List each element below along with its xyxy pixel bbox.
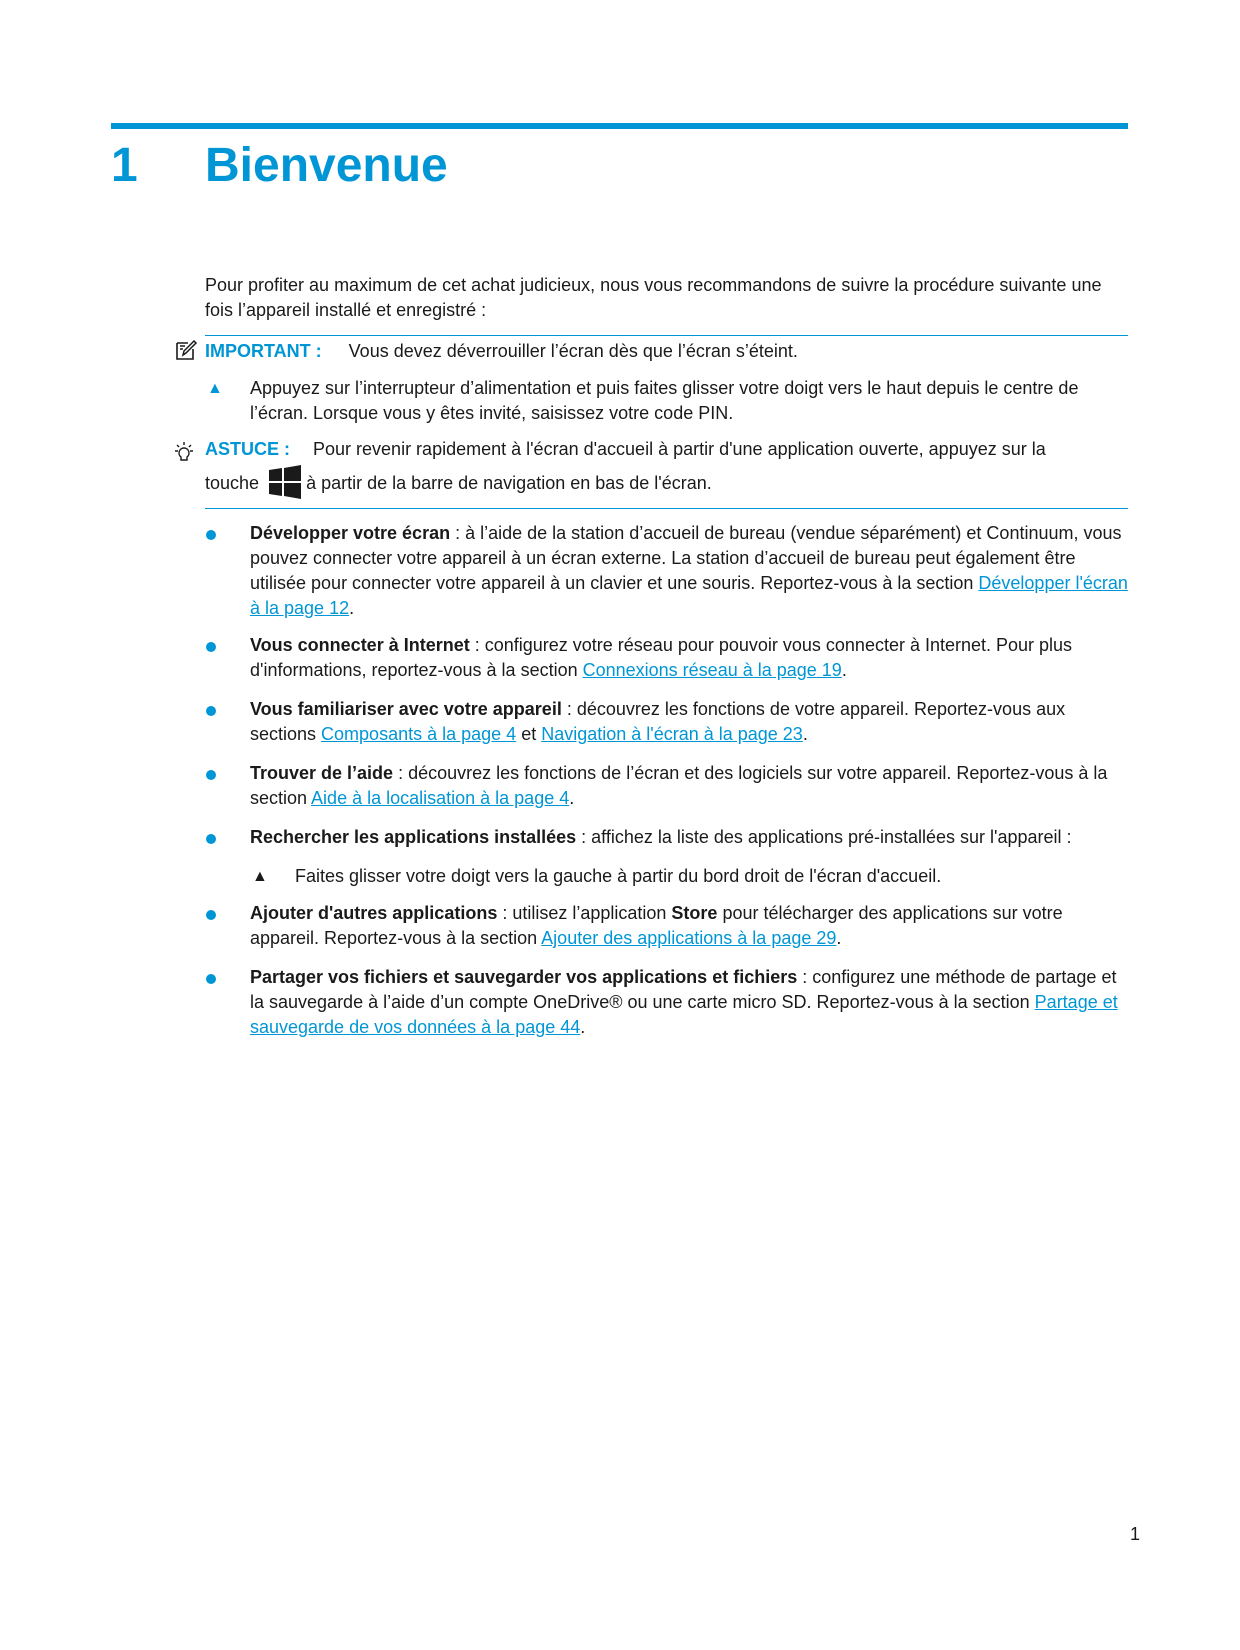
item-title: Partager vos fichiers et sauvegarder vos applications et fichiers [250, 967, 798, 987]
item-text: : configurez une méthode de partage et la sauvegarde à l’aide d’un compte OneDrive® ou une carte micro SD. Reportez-vous à la section [250, 967, 1117, 1012]
note-divider-bottom [205, 508, 1128, 509]
item-title: Ajouter d'autres applications [250, 903, 498, 923]
chapter-number: 1 [111, 139, 138, 192]
list-item: Ajouter d'autres applications : utilisez l’application Store pour télécharger des applications sur votre appareil. Reportez-vous à la section Ajouter des applications à la page 29. [250, 903, 1063, 948]
tip-touch-word: touche [205, 473, 260, 493]
list-item: Partager vos fichiers et sauvegarder vos applications et fichiers : configurez une méthode de partage et la sauvegarde à l’aide d’un compte OneDrive® ou une carte micro SD. Reportez-vous à la section Partage et sauvegarde de vos données à la page 44. [250, 967, 1118, 1037]
link-share-backup[interactable]: Partage et sauvegarde de vos données à la page 44 [250, 992, 1118, 1037]
triangle-step-icon: ▲ [207, 380, 223, 397]
list-item: Développer votre écran : à l’aide de la station d’accueil de bureau (vendue séparément) et Continuum, vous pouvez connecter votre appareil à un écran externe. La station d’accueil de bureau peut également être utilisée pour connecter votre appareil à un clavier et une souris. Reportez-vous à la section Développer l'écran à la page 12. [250, 523, 1128, 618]
link-add-apps[interactable]: Ajouter des applications à la page 29 [541, 928, 837, 948]
list-item: Vous familiariser avec votre appareil : découvrez les fonctions de votre appareil. Reportez-vous aux sections Composants à la page 4 et Navigation à l'écran à la page 23. [250, 699, 1066, 744]
intro-paragraph: Pour profiter au maximum de cet achat judicieux, nous vous recommandons de suivre la procédure suivante une fois l’appareil installé et enregistré : [205, 275, 1102, 320]
tip-label: ASTUCE : [205, 439, 290, 459]
item-title: Développer votre écran [250, 523, 451, 543]
link-help[interactable]: Aide à la localisation à la page 4 [311, 788, 570, 808]
page-number: 1 [1130, 1524, 1141, 1544]
item-text: : utilisez l’application [497, 903, 672, 923]
note-pencil-icon [174, 338, 198, 362]
list-item: Trouver de l’aide : découvrez les fonctions de l’écran et des logiciels sur votre appareil. Reportez-vous à la section Aide à la localisation à la page 4. [250, 763, 1108, 808]
item-text: : découvrez les fonctions de votre appareil. Reportez-vous aux sections [250, 699, 1066, 744]
bullet-icon [206, 974, 216, 984]
bullet-icon [206, 770, 216, 780]
link-develop-screen[interactable]: Développer l'écran à la page 12 [250, 573, 1128, 618]
item-text: : découvrez les fonctions de l’écran et des logiciels sur votre appareil. Reportez-vous à la section [250, 763, 1108, 808]
item-title: Vous familiariser avec votre appareil [250, 699, 562, 719]
store-label: Store [671, 903, 718, 923]
item-text: : affichez la liste des applications pré-installées sur l'appareil : [576, 827, 1072, 847]
list-item: Vous connecter à Internet : configurez votre réseau pour pouvoir vous connecter à Internet. Pour plus d'informations, reportez-vous à la section Connexions réseau à la page 19. [250, 635, 1073, 680]
substep-text: Faites glisser votre doigt vers la gauche à partir du bord droit de l'écran d'accueil. [295, 866, 942, 886]
note-divider-top [205, 335, 1128, 336]
tip-text: Pour revenir rapidement à l'écran d'accueil à partir d'une application ouverte, appuyez sur la [313, 439, 1046, 459]
chapter-rule [111, 123, 1128, 129]
chapter-title: Bienvenue [205, 139, 448, 192]
item-text: : configurez votre réseau pour pouvoir vous connecter à Internet. Pour plus d'informations, reportez-vous à la section [250, 635, 1073, 680]
triangle-substep-icon: ▲ [252, 868, 268, 885]
item-title: Trouver de l’aide [250, 763, 394, 783]
link-navigation[interactable]: Navigation à l'écran à la page 23 [541, 724, 803, 744]
link-components[interactable]: Composants à la page 4 [321, 724, 517, 744]
important-step: Appuyez sur l’interrupteur d’alimentation et puis faites glisser votre doigt vers le haut depuis le centre de l’écran. Lorsque vous y êtes invité, saisissez votre code PIN. [250, 378, 1079, 423]
bullet-icon [206, 642, 216, 652]
bullet-icon [206, 834, 216, 844]
bullet-icon [206, 530, 216, 540]
item-title: Rechercher les applications installées [250, 827, 577, 847]
important-label: IMPORTANT : [205, 341, 322, 361]
bullet-icon [206, 706, 216, 716]
lightbulb-icon [172, 441, 196, 465]
link-network-connections[interactable]: Connexions réseau à la page 19 [582, 660, 842, 680]
tip-line1 [205, 437, 1128, 462]
windows-logo-icon [268, 465, 302, 499]
tip-line2 [205, 465, 712, 500]
important-note [205, 339, 798, 364]
bullet-icon [206, 910, 216, 920]
tip-text-after: à partir de la barre de navigation en bas de l'écran. [306, 473, 712, 493]
item-title: Vous connecter à Internet [250, 635, 470, 655]
item-text: : à l’aide de la station d’accueil de bureau (vendue séparément) et Continuum, vous pouvez connecter votre appareil à un écran externe. La station d’accueil de bureau peut également être utilisée pour connecter votre appareil à un clavier et une souris. Reportez-vous à la section [250, 523, 1122, 593]
list-item [250, 825, 1128, 850]
important-text: Vous devez déverrouiller l’écran dès que l’écran s’éteint. [348, 341, 798, 361]
